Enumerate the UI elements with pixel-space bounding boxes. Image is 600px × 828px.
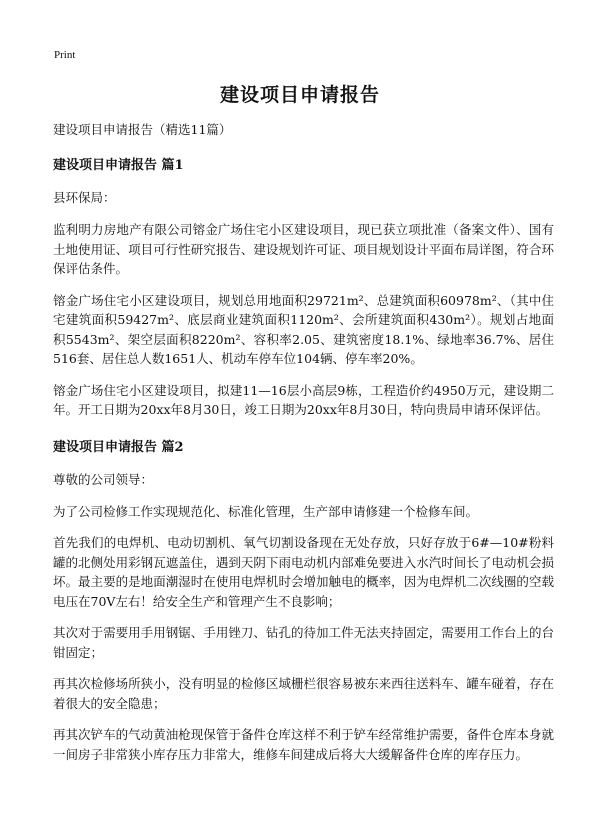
document-title: 建设项目申请报告 xyxy=(219,84,380,106)
document-body xyxy=(53,120,554,776)
paragraph: 镕金广场住宅小区建设项目，规划总用地面积29721m²、总建筑面积60978m²、（其中住宅建筑面积59427m²、底层商业建筑面积1120m²、会所建筑面积430m²）。规划占地面积5543m²、架空层面积8220m²、容积率2.05、建筑密度18.1%、绿地率36.7%、居住516套、居住总人数1651人、机动车停车位104辆、停车率20%。 xyxy=(53,292,554,366)
paragraph: 其次对于需要用手用钢锯、手用锉刀、钻孔的待加工件无法夹持固定，需要用工作台上的台钳固定； xyxy=(53,625,554,660)
paragraph: 镕金广场住宅小区建设项目，拟建11—16层小高层9栋，工程造价约4950万元，建设期二年。开工日期为20xx年8月30日，竣工日期为20xx年8月30日，特向贵局申请环保评估。 xyxy=(53,382,554,417)
salutation: 县环保局： xyxy=(53,190,116,205)
paragraph: 再其次检修场所狭小，没有明显的检修区域栅栏很容易被东来西往送料车、罐车碰着，存在着很大的安全隐患； xyxy=(53,676,554,711)
document-subtitle: 建设项目申请报告（精选11篇） xyxy=(53,122,232,137)
paragraph: 再其次铲车的气动黄油枪现保管于备件仓库这样不利于铲车经常维护需要，备件仓库本身就一间房子非常狭小库存压力非常大，维修车间建成后将大大缓解备件仓库的库存压力。 xyxy=(53,727,554,762)
paragraph: 首先我们的电焊机、电动切割机、氧气切割设备现在无处存放，只好存放于6#—10#粉料罐的北侧处用彩钢瓦遮盖住，遇到天阴下雨电动机内部难免要进入水汽时间长了电动机会损坏。最主要的是地面潮湿时在使用电焊机时会增加触电的概率，因为电焊机二次线圈的空载电压在70V左右！给安全生产和管理产生不良影响； xyxy=(53,535,554,609)
paragraph: 为了公司检修工作实现规范化、标准化管理，生产部申请修建一个检修车间。 xyxy=(53,503,479,519)
paragraph: 监利明力房地产有限公司镕金广场住宅小区建设项目，现已获立项批准（备案文件）、国有土地使用证、项目可行性研究报告、建设规划许可证、项目规划设计平面布局详图，符合环保评估条件。 xyxy=(53,222,554,276)
salutation: 尊敬的公司领导： xyxy=(53,471,154,487)
section-2 xyxy=(53,436,554,765)
section-1 xyxy=(53,154,554,420)
print-label: Print xyxy=(54,49,76,61)
section-heading: 建设项目申请报告 篇1 xyxy=(53,158,184,173)
section-heading: 建设项目申请报告 篇2 xyxy=(53,439,184,455)
